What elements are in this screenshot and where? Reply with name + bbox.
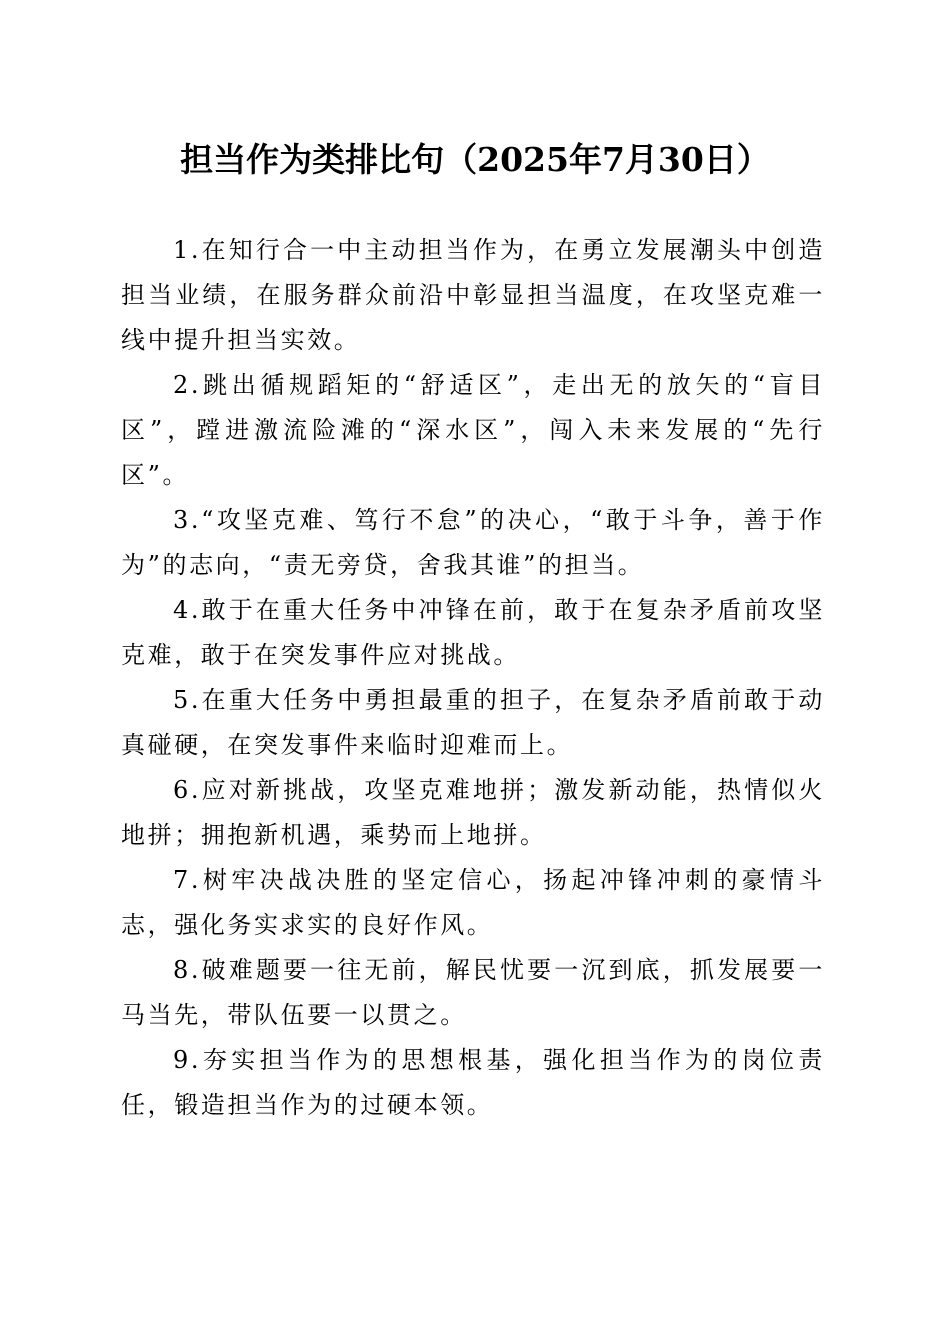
paragraph-7: 7.树牢决战决胜的坚定信心，扬起冲锋冲刺的豪情斗志，强化务实求实的良好作风。 <box>121 866 825 939</box>
paragraph-6: 6.应对新挑战，攻坚克难地拼；激发新动能，热情似火地拼；拥抱新机遇，乘势而上地拼。 <box>121 776 825 849</box>
paragraph-2: 2.跳出循规蹈矩的“舒适区”，走出无的放矢的“盲目区”，蹚进激流险滩的“深水区”，闯入未来发展的“先行区”。 <box>121 371 825 489</box>
paragraph-9: 9.夯实担当作为的思想根基，强化担当作为的岗位责任，锻造担当作为的过硬本领。 <box>121 1046 825 1119</box>
document-title: 担当作为类排比句（2025年7月30日） <box>180 140 770 179</box>
paragraph-5: 5.在重大任务中勇担最重的担子，在复杂矛盾前敢于动真碰硬，在突发事件来临时迎难而上。 <box>121 686 825 759</box>
paragraph-1: 1.在知行合一中主动担当作为，在勇立发展潮头中创造担当业绩，在服务群众前沿中彰显担当温度，在攻坚克难一线中提升担当实效。 <box>121 236 825 354</box>
paragraph-3: 3.“攻坚克难、笃行不怠”的决心，“敢于斗争，善于作为”的志向，“责无旁贷，舍我其谁”的担当。 <box>121 506 825 579</box>
document-body <box>121 228 825 1128</box>
paragraph-8: 8.破难题要一往无前，解民忧要一沉到底，抓发展要一马当先，带队伍要一以贯之。 <box>121 956 825 1029</box>
paragraph-4: 4.敢于在重大任务中冲锋在前，敢于在复杂矛盾前攻坚克难，敢于在突发事件应对挑战。 <box>121 596 825 669</box>
